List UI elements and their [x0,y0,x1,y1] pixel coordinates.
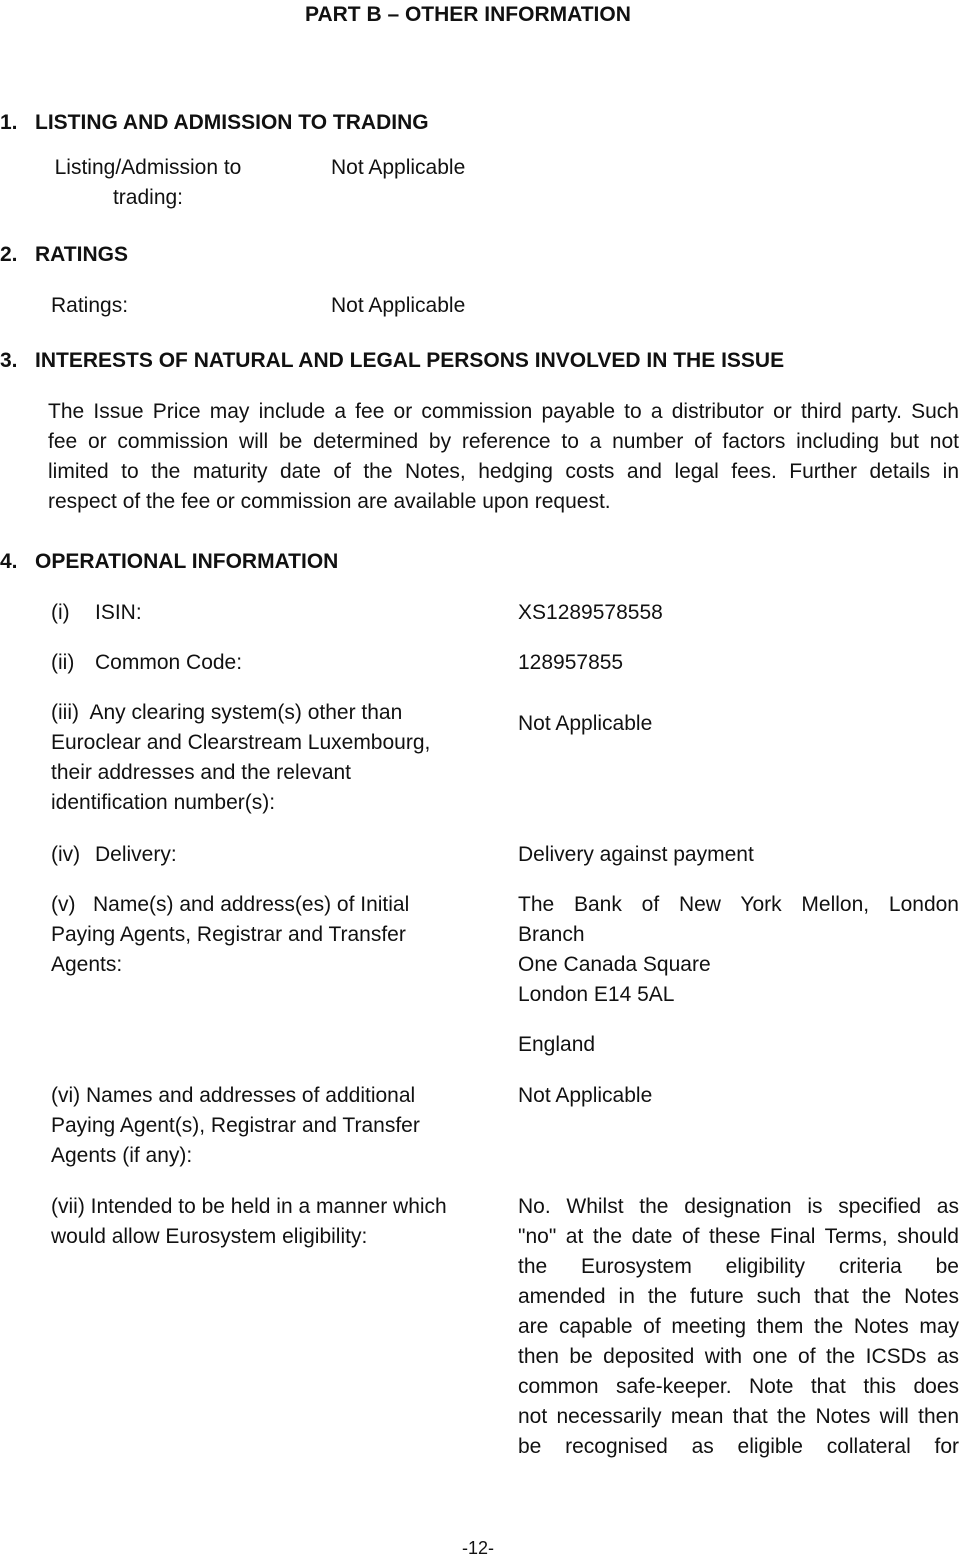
paying-agents-value-line: The Bank of New York Mellon, London [518,893,959,916]
paying-agents-label-line: Paying Agents, Registrar and Transfer [51,923,406,946]
isin-number: (i) [51,601,70,624]
eurosystem-value-line: are capable of meeting them the Notes may [518,1315,959,1338]
section-heading-ratings: 2. RATINGS [0,243,128,266]
interests-line: fee or commission will be determined by reference to a number of factors including but not [48,430,959,453]
paying-agents-value [518,890,959,1060]
eurosystem-label-line: (vii) Intended to be held in a manner which [51,1195,447,1218]
interests-paragraph [48,397,959,517]
isin-value: XS1289578558 [518,601,663,624]
additional-agents-label-line: Agents (if any): [51,1144,193,1167]
clearing-label-line: (iii) Any clearing system(s) other than [51,701,403,724]
delivery-value: Delivery against payment [518,843,754,866]
paying-agents-value-line: England [518,1033,596,1056]
eurosystem-value-line: No. Whilst the designation is specified as [518,1195,959,1218]
section-heading-listing: 1. LISTING AND ADMISSION TO TRADING [0,111,429,134]
common-code-number: (ii) [51,651,75,674]
additional-agents-value: Not Applicable [518,1084,653,1107]
eurosystem-label [51,1192,447,1252]
listing-value: Not Applicable [331,156,466,179]
page-title: PART B – OTHER INFORMATION [305,3,631,26]
ratings-label: Ratings: [51,294,129,317]
clearing-label-line: their addresses and the relevant [51,761,352,784]
additional-agents-label-line: Paying Agent(s), Registrar and Transfer [51,1114,420,1137]
eurosystem-value-line: amended in the future such that the Notes [518,1285,959,1308]
eurosystem-value-line: "no" at the date of these Final Terms, should [518,1225,959,1248]
paying-agents-value-line: London E14 5AL [518,983,675,1006]
listing-label-line: trading: [112,186,184,209]
section-heading-operational: 4. OPERATIONAL INFORMATION [0,550,339,573]
listing-label [48,153,248,213]
delivery-label: Delivery: [95,843,177,866]
clearing-value: Not Applicable [518,712,653,735]
paying-agents-label-line: Agents: [51,953,123,976]
interests-line: respect of the fee or commission are available upon request. [48,490,611,513]
clearing-label-line: Euroclear and Clearstream Luxembourg, [51,731,431,754]
additional-agents-label-line: (vi) Names and addresses of additional [51,1084,416,1107]
additional-agents-label [51,1081,420,1171]
section-heading-interests: 3. INTERESTS OF NATURAL AND LEGAL PERSONS INVOLVED IN THE ISSUE [0,349,785,372]
ratings-value: Not Applicable [331,294,466,317]
paying-agents-label-line: (v) Name(s) and address(es) of Initial [51,893,410,916]
eurosystem-label-line: would allow Eurosystem eligibility: [51,1225,368,1248]
eurosystem-value-line: not necessarily mean that the Notes will then [518,1405,959,1428]
common-code-label: Common Code: [95,651,243,674]
eurosystem-value-line: the Eurosystem eligibility criteria be [518,1255,959,1278]
delivery-number: (iv) [51,843,81,866]
interests-line: The Issue Price may include a fee or commission payable to a distributor or third party. Such [48,400,959,423]
page-number: -12- [462,1538,495,1558]
clearing-label-line: identification number(s): [51,791,276,814]
common-code-value: 128957855 [518,651,624,674]
paying-agents-label [51,890,409,980]
eurosystem-value-line: then be deposited with one of the ICSDs as [518,1345,959,1368]
clearing-label [51,698,430,818]
paying-agents-value-line: Branch [518,923,585,946]
eurosystem-value-line: be recognised as eligible collateral for [518,1435,959,1458]
paying-agents-value-line: One Canada Square [518,953,711,976]
eurosystem-value-line: common safe-keeper. Note that this does [518,1375,959,1398]
interests-line: limited to the maturity date of the Notes, hedging costs and legal fees. Further details in [48,460,959,483]
isin-label: ISIN: [95,601,142,624]
listing-label-line: Listing/Admission to [54,156,242,179]
eurosystem-value [518,1192,959,1462]
